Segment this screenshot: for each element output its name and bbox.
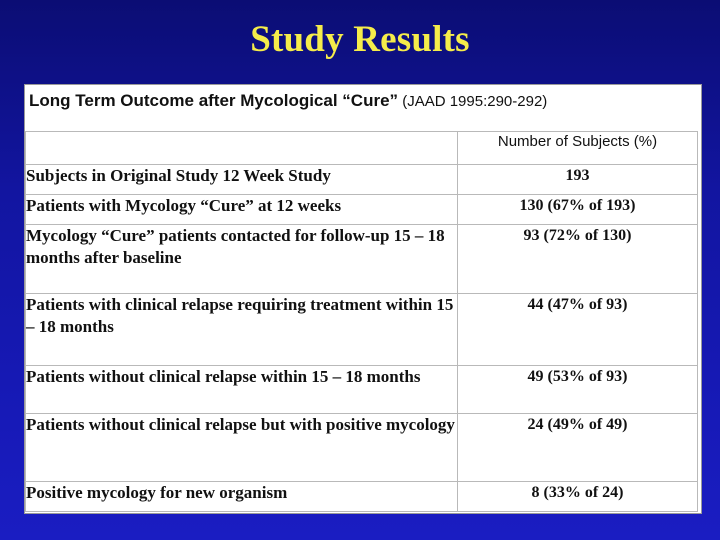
row-label: Subjects in Original Study 12 Week Study [26,165,458,195]
column-header-number-of-subjects: Number of Subjects (%) [458,132,698,165]
table-header-blank [26,132,458,165]
table-row [26,414,698,482]
table-row [26,366,698,414]
row-value: 130 (67% of 193) [458,195,698,225]
table-header-row [26,132,698,165]
table-row [26,294,698,366]
row-label: Patients with Mycology “Cure” at 12 weeks [26,195,458,225]
table-row [26,195,698,225]
table-row [26,165,698,195]
slide-title: Study Results [250,19,470,60]
row-label: Patients without clinical relapse but with positive mycology [26,414,458,482]
row-label: Mycology “Cure” patients contacted for follow-up 15 – 18 months after baseline [26,225,458,294]
row-value: 44 (47% of 93) [458,294,698,366]
row-value: 193 [458,165,698,195]
row-label: Patients with clinical relapse requiring treatment within 15 – 18 months [26,294,458,366]
table-caption [29,91,547,111]
row-value: 93 (72% of 130) [458,225,698,294]
table-row [26,225,698,294]
row-value: 49 (53% of 93) [458,366,698,414]
table-row [26,482,698,512]
results-table [25,131,698,512]
table-caption-title: Long Term Outcome after Mycological “Cure” [29,91,399,110]
row-value: 24 (49% of 49) [458,414,698,482]
row-value: 8 (33% of 24) [458,482,698,512]
row-label: Positive mycology for new organism [26,482,458,512]
table-caption-reference: (JAAD 1995:290-292) [398,93,548,110]
results-table-panel [24,84,702,514]
row-label: Patients without clinical relapse within 15 – 18 months [26,366,458,414]
